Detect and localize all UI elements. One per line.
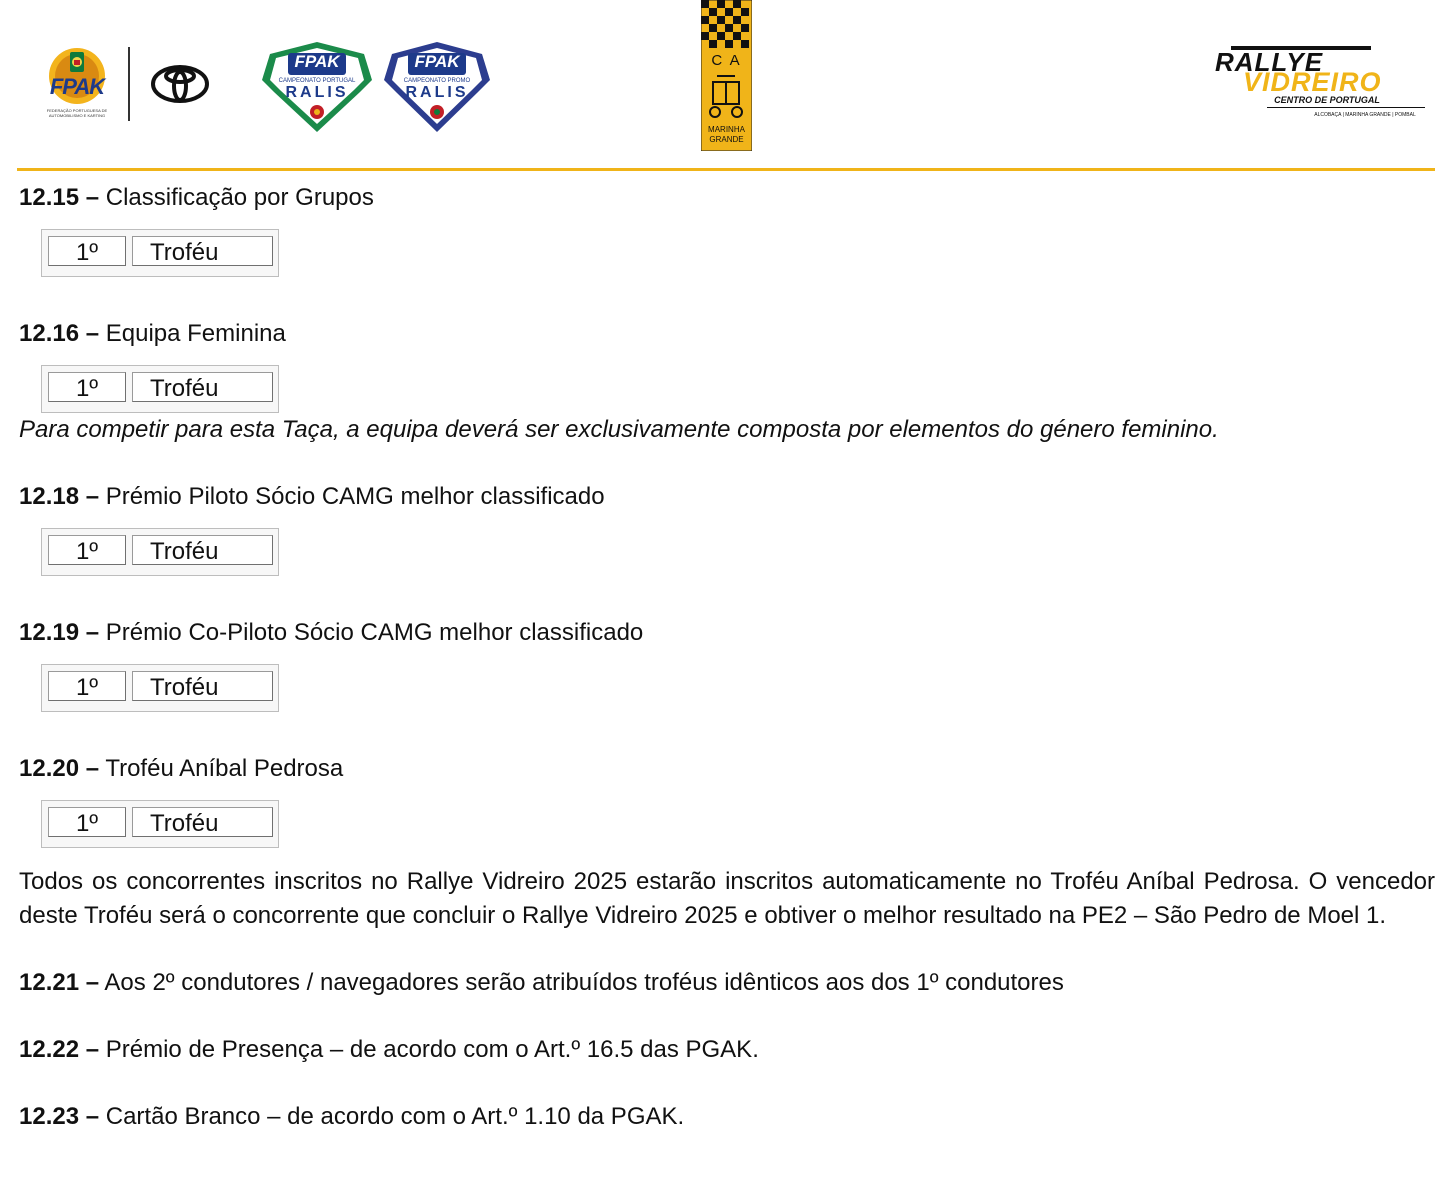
section-heading [19,182,1435,214]
section-number: 12.22 – [19,1036,100,1063]
section-title: Cartão Branco – de acordo com o Art.º 1.10 da PGAK. [105,1103,685,1130]
cp-ralis-word: RALIS [285,84,349,101]
section-title: Classificação por Grupos [105,184,374,211]
section-heading [19,967,1435,999]
section-title: Troféu Aníbal Pedrosa [105,755,344,782]
cp-ralis-badge [260,40,374,135]
award-prize: Troféu [132,372,273,402]
award-position: 1º [48,671,126,701]
section-heading [19,617,1435,649]
section-heading [19,318,1435,350]
document-body [19,182,1435,1133]
rallye-tagline-rule [1267,107,1425,108]
award-position: 1º [48,236,126,266]
rallye-line2: VIDREIRO [1243,67,1382,97]
section-number: 12.16 – [19,320,100,347]
section-number: 12.20 – [19,755,100,782]
section-note: Para competir para esta Taça, a equipa deverá ser exclusivamente composta por elementos do género feminino. [19,416,1219,443]
cp-ralis-caption: CAMPEONATO PORTUGAL [278,78,356,84]
cp-ralis-brand: FPAK [294,52,340,71]
award-table [41,229,279,277]
cpromo-ralis-caption: CAMPEONATO PROMO [403,78,471,84]
section-heading [19,1034,1435,1066]
award-position: 1º [48,372,126,402]
section-heading [19,753,1435,785]
camg-place: MARINHA GRANDE [708,125,745,144]
section-title: Prémio de Presença – de acordo com o Art.º 16.5 das PGAK. [105,1036,759,1063]
toyota-emblem-icon [150,64,210,104]
award-table [41,365,279,413]
section-heading [19,1101,1435,1133]
camg-letters: C A [711,52,742,69]
award-table [41,664,279,712]
camg-logo [701,0,752,151]
header-rule [17,168,1435,171]
award-position: 1º [48,535,126,565]
fpak-logo [40,46,115,122]
fpak-logo-caption: FEDERAÇÃO PORTUGUESA DE AUTOMOBILISMO E KARTING [46,108,108,118]
section-heading [19,481,1435,513]
rallye-vidreiro-logo [1215,44,1437,124]
cpromo-ralis-brand: FPAK [414,52,460,71]
fpak-logo-text: FPAK [49,74,105,99]
section-number: 12.15 – [19,184,100,211]
award-prize: Troféu [132,236,273,266]
section-number: 12.19 – [19,619,100,646]
award-prize: Troféu [132,807,273,837]
rallye-line1: RALLYE [1215,47,1324,77]
award-position: 1º [48,807,126,837]
cpromo-ralis-badge [382,40,492,135]
section-number: 12.21 – [19,969,100,996]
cpromo-ralis-word: RALIS [405,84,469,101]
section-title: Prémio Piloto Sócio CAMG melhor classificado [105,483,605,510]
section-number: 12.18 – [19,483,100,510]
section-title: Prémio Co-Piloto Sócio CAMG melhor classificado [105,619,644,646]
rallye-tagline: CENTRO DE PORTUGAL [1274,95,1380,105]
rallye-places: ALCOBAÇA | MARINHA GRANDE | POMBAL [1314,112,1416,118]
award-prize: Troféu [132,535,273,565]
page-header [0,0,1450,170]
award-table [41,528,279,576]
section-paragraph: Todos os concorrentes inscritos no Rallye Vidreiro 2025 estarão inscritos automaticamente no Troféu Aníbal Pedrosa. O vencedor deste Troféu será o concorrente que concluir o Rallye Vidreiro 2025 e obtiver o melhor resultado na PE2 – São Pedro de Moel 1. [19,868,1435,929]
section-title: Equipa Feminina [105,320,286,347]
toyota-logo [150,64,210,104]
logo-divider [128,47,130,121]
section-title: Aos 2º condutores / navegadores serão atribuídos troféus idênticos aos dos 1º condutores [104,969,1064,996]
award-table [41,800,279,848]
section-number: 12.23 – [19,1103,100,1130]
award-prize: Troféu [132,671,273,701]
